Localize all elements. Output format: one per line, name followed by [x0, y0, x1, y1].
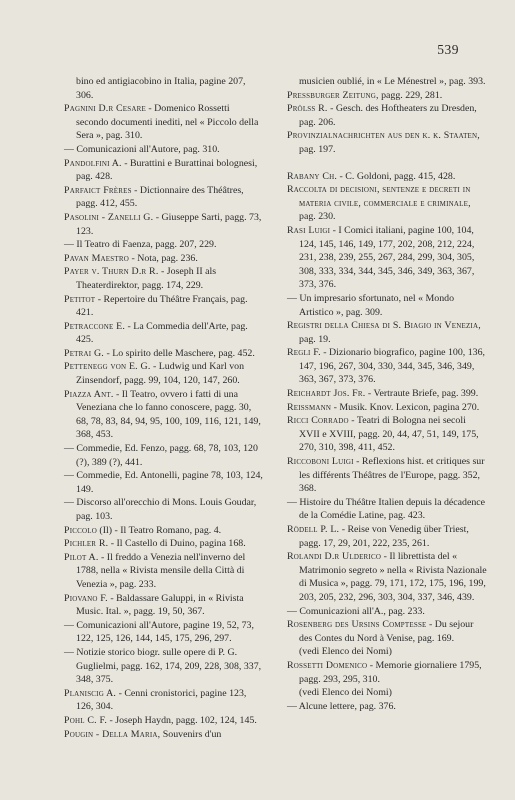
- index-entry: [287, 387, 487, 401]
- index-entry: [64, 496, 264, 523]
- index-entry-heading: Rosenberg des Ursins Comptesse: [287, 619, 427, 631]
- index-entry: [287, 401, 487, 415]
- index-entry-text: - Musik. Knov. Lexicon, pagina 270.: [333, 401, 480, 413]
- index-entry-text: — Notizie storico biogr. sulle opere di P. G. Guglielmi, pagg. 162, 174, 209, 228, 308, 337, 348, 375.: [64, 646, 262, 686]
- page-number: 539: [437, 42, 459, 57]
- index-entry-text: (vedi Elenco dei Nomi): [299, 687, 392, 699]
- index-entry-text: - Dizionario biografico, pagine 100, 136, 147, 196, 267, 304, 330, 344, 345, 346, 349, 363, 367, 373, 376.: [299, 347, 486, 386]
- index-entry-text: (vedi Elenco dei Nomi): [299, 646, 392, 658]
- index-entry-text: - Du sejour des Contes du Nord à Venise, pag. 169.: [299, 619, 474, 644]
- index-entry-heading: Rolandi D.r Ulderico: [287, 551, 382, 563]
- index-column-right: [287, 75, 487, 713]
- index-entry-heading: Regli F.: [287, 347, 321, 359]
- index-entry-heading: Pagnini D.r Cesare: [64, 103, 146, 115]
- index-entry: [287, 605, 487, 619]
- index-entry-text: - Il freddo a Venezia nell'inverno del 1788, nella « Rivista mensile della Città di Venezia », pag. 233.: [76, 551, 246, 590]
- index-entry-text: - Reise von Venedig über Triest, pagg. 17, 29, 201, 222, 235, 261.: [299, 524, 469, 549]
- index-entry-heading: Pilot A.: [64, 551, 99, 563]
- index-entry: [287, 183, 487, 224]
- index-entry-text: - Il librettista del « Matrimonio segreto » nella « Rivista Nazionale di Musica », pagg. 79, 171, 172, 175, 196, 199, 203, 205, 232, 296, 303, 304, 337, 346, 439.: [299, 551, 487, 603]
- index-entry-text: — Comunicazioni all'A., pag. 233.: [287, 605, 425, 617]
- index-entry: [64, 347, 264, 361]
- index-entry-text: - Baldassare Galuppi, in « Rivista Music. Ital. », pagg. 19, 50, 367.: [76, 592, 244, 618]
- index-entry-text: - Il Teatro, ovvero i fatti di una Veneziana che lo fanno conoscere, pagg. 30, 68, 78, 83, 84, 94, 95, 100, 109, 116, 121, 149, 368, 453.: [76, 388, 261, 441]
- index-entry: [64, 687, 264, 714]
- index-entry: [287, 292, 487, 319]
- index-entry: [64, 265, 264, 292]
- index-entry: [64, 75, 264, 102]
- index-entry-heading: Petitot: [64, 293, 96, 305]
- index-entry: [64, 360, 264, 387]
- index-entry-text: - Burattini e Burattinai bolognesi, pag. 428.: [76, 157, 258, 183]
- index-entry-text: - Joseph II als Theaterdirektor, pagg. 174, 229.: [76, 266, 217, 291]
- index-entry-text: - Giuseppe Sarti, pagg. 73, 123.: [76, 211, 262, 237]
- index-entry: [64, 619, 264, 646]
- index-entry: [64, 252, 264, 266]
- index-entry-heading: Raccolta di decisioni, sentenze e decreti in materia civile, commerciale e criminale,: [287, 184, 471, 209]
- index-entry-heading: Pichler R.: [64, 538, 109, 550]
- index-entry-heading: Petrai G.: [64, 347, 104, 359]
- index-entry: [287, 700, 487, 714]
- index-entry: [287, 659, 487, 686]
- index-entry: [287, 319, 487, 346]
- index-entry-heading: Pettenegg von E. G.: [64, 361, 151, 373]
- index-entry-text: — Commedie, Ed. Antonelli, pagine 78, 103, 124, 149.: [64, 470, 263, 495]
- index-entry-text: — Commedie, Ed. Fenzo, pagg. 68, 78, 103, 120 (?), 389 (?), 441.: [64, 443, 258, 468]
- index-entry: [64, 592, 264, 619]
- index-entry: [287, 414, 487, 455]
- index-entry: [287, 550, 487, 604]
- index-entry-text: - Gesch. des Hoftheaters zu Dresden, pag. 206.: [299, 103, 477, 128]
- index-column-left: [64, 75, 264, 741]
- index-entry-text: - Reflexions hist. et critiques sur les différents Théâtres de l'Europe, pagg. 352, 368.: [299, 456, 485, 495]
- index-entry-heading: Pandolfini A.: [64, 157, 122, 169]
- index-entry-text: - Repertoire du Théâtre Français, pag. 421.: [76, 293, 248, 319]
- index-entry: [64, 551, 264, 592]
- index-entry: [64, 537, 264, 551]
- index-entry-text: - I Comici italiani, pagine 100, 104, 124, 145, 146, 149, 177, 202, 208, 212, 224, 231, 238, 239, 255, 267, 284, 299, 304, 305, 308, 333, 334, 344, 345, 346, 349, 363, 367, 373, 376.: [299, 224, 475, 291]
- index-entry-text: - Vertraute Briefe, pag. 399.: [367, 388, 479, 400]
- index-entry-heading: Pasolini - Zanelli G.: [64, 211, 154, 223]
- index-entry: [64, 320, 264, 347]
- index-entry-heading: Piazza Ant.: [64, 388, 114, 400]
- index-entry-heading: Petraccone E.: [64, 320, 126, 332]
- index-entry-heading: Reissmann: [287, 401, 332, 413]
- index-entry: [64, 143, 264, 157]
- index-entry: [64, 442, 264, 469]
- index-entry-text: - Lo spirito delle Maschere, pag. 452.: [106, 347, 255, 359]
- index-entry-heading: Reichardt Jos. Fr.: [287, 388, 366, 400]
- index-entry-heading: Piccolo: [64, 524, 97, 536]
- index-entry-text: — Alcune lettere, pag. 376.: [287, 700, 396, 712]
- index-entry: [64, 238, 264, 252]
- index-entry-text: - Cenni cronistorici, pagine 123, 126, 304.: [76, 687, 247, 713]
- index-entry-text: — Un impresario sfortunato, nel « Mondo Artistico », pag. 309.: [287, 292, 455, 318]
- index-entry-text: pagg. 229, 281.: [381, 89, 443, 101]
- index-entry: [287, 455, 487, 496]
- index-entry-heading: Rabany Ch.: [287, 170, 338, 182]
- index-entry: [287, 170, 487, 184]
- index-entry: [64, 646, 264, 687]
- index-entry: [287, 89, 487, 103]
- index-entry-text: - C. Goldoni, pagg. 415, 428.: [339, 170, 456, 182]
- index-entry-text: - Joseph Haydn, pagg. 102, 124, 145.: [109, 714, 257, 726]
- index-entry: [287, 686, 487, 700]
- index-entry: [287, 618, 487, 645]
- index-entry-heading: Payer v. Thurn D.r R.: [64, 266, 159, 278]
- index-entry: [64, 102, 264, 143]
- index-entry: [287, 346, 487, 387]
- index-entry: [64, 157, 264, 184]
- index-entry-text: (Il) - Il Teatro Romano, pag. 4.: [99, 524, 222, 536]
- index-entry: [287, 496, 487, 523]
- index-entry-text: musicien oublié, in « Le Ménestrel », pag. 393.: [299, 76, 486, 87]
- index-entry-heading: Rossetti Domenico: [287, 659, 368, 671]
- index-entry-text: - Memorie giornaliere 1795, pagg. 293, 295, 310.: [299, 659, 482, 685]
- index-entry-text: — Il Teatro di Faenza, pagg. 207, 229.: [64, 239, 217, 251]
- index-entry-text: bino ed antigiacobino in Italia, pagine 207, 306.: [76, 76, 246, 101]
- index-entry-text: - Domenico Rossetti secondo documenti inediti, nel « Piccolo della Sera », pag. 310.: [76, 103, 259, 142]
- index-entry-text: Souvenirs d'un: [162, 728, 222, 740]
- index-entry: [287, 523, 487, 550]
- index-entry-text: - Teatri di Bologna nei secoli XVII e XVIII, pagg. 20, 44, 47, 51, 149, 175, 270, 310, 398, 411, 452.: [299, 415, 479, 454]
- index-entry-text: - La Commedia dell'Arte, pag. 425.: [76, 320, 248, 346]
- index-entry: [64, 469, 264, 496]
- index-entry: [287, 645, 487, 659]
- index-entry: [287, 129, 487, 156]
- index-entry-heading: Pressburger Zeitung,: [287, 89, 379, 101]
- index-entry-heading: Prölss R.: [287, 103, 328, 115]
- index-entry-text: pag. 197.: [299, 143, 336, 155]
- index-entry-text: - Dictionnaire des Théâtres, pagg. 412, 455.: [76, 184, 244, 210]
- index-entry-text: — Histoire du Théâtre Italien depuis la décadence de la Comédie Latine, pag. 423.: [287, 496, 486, 522]
- index-entry-heading: Parfaict Frères: [64, 184, 132, 196]
- index-entry-text: — Comunicazioni all'Autore, pagine 19, 52, 73, 122, 125, 126, 144, 145, 175, 296, 297.: [64, 619, 254, 645]
- index-entry: [64, 293, 264, 320]
- index-entry-text: - Nota, pag. 236.: [131, 252, 198, 264]
- index-entry: [64, 388, 264, 442]
- index-entry-heading: Rödell P. L.: [287, 524, 340, 535]
- index-entry-text: pag. 19.: [299, 333, 331, 345]
- index-entry: [64, 524, 264, 538]
- index-entry-heading: Riccoboni Luigi: [287, 456, 354, 468]
- index-entry-heading: Planiscig A.: [64, 687, 117, 699]
- index-entry-heading: Provinzialnachrichten aus den k. k. Staaten,: [287, 130, 480, 142]
- index-entry-heading: Ricci Corrado: [287, 415, 349, 427]
- index-entry-heading: Pavan Maestro: [64, 252, 129, 264]
- index-entry-heading: Piovano F.: [64, 592, 108, 604]
- index-entry-heading: Pohl C. F.: [64, 714, 108, 726]
- index-entry: [64, 184, 264, 211]
- index-entry: [64, 211, 264, 238]
- index-entry: [287, 102, 487, 129]
- index-entry-text: pag. 230.: [299, 211, 336, 223]
- index-entry-text: — Discorso all'orecchio di Mons. Louis Goudar, pag. 103.: [64, 497, 257, 522]
- index-entry: [64, 728, 264, 742]
- index-entry-heading: Pougin - Della Maria,: [64, 728, 161, 740]
- index-entry-heading: Registri della Chiesa di S. Biagio in Venezia,: [287, 320, 481, 332]
- index-entry-heading: Rasi Luigi: [287, 224, 331, 236]
- index-entry: [287, 75, 487, 89]
- index-entry-text: - Ludwig und Karl von Zinsendorf, pagg. 99, 104, 120, 147, 260.: [76, 361, 245, 387]
- index-entry: [64, 714, 264, 728]
- index-entry-text: - Il Castello di Duino, pagina 168.: [110, 538, 246, 550]
- index-entry: [287, 224, 487, 292]
- index-entry-text: — Comunicazioni all'Autore, pag. 310.: [64, 143, 220, 155]
